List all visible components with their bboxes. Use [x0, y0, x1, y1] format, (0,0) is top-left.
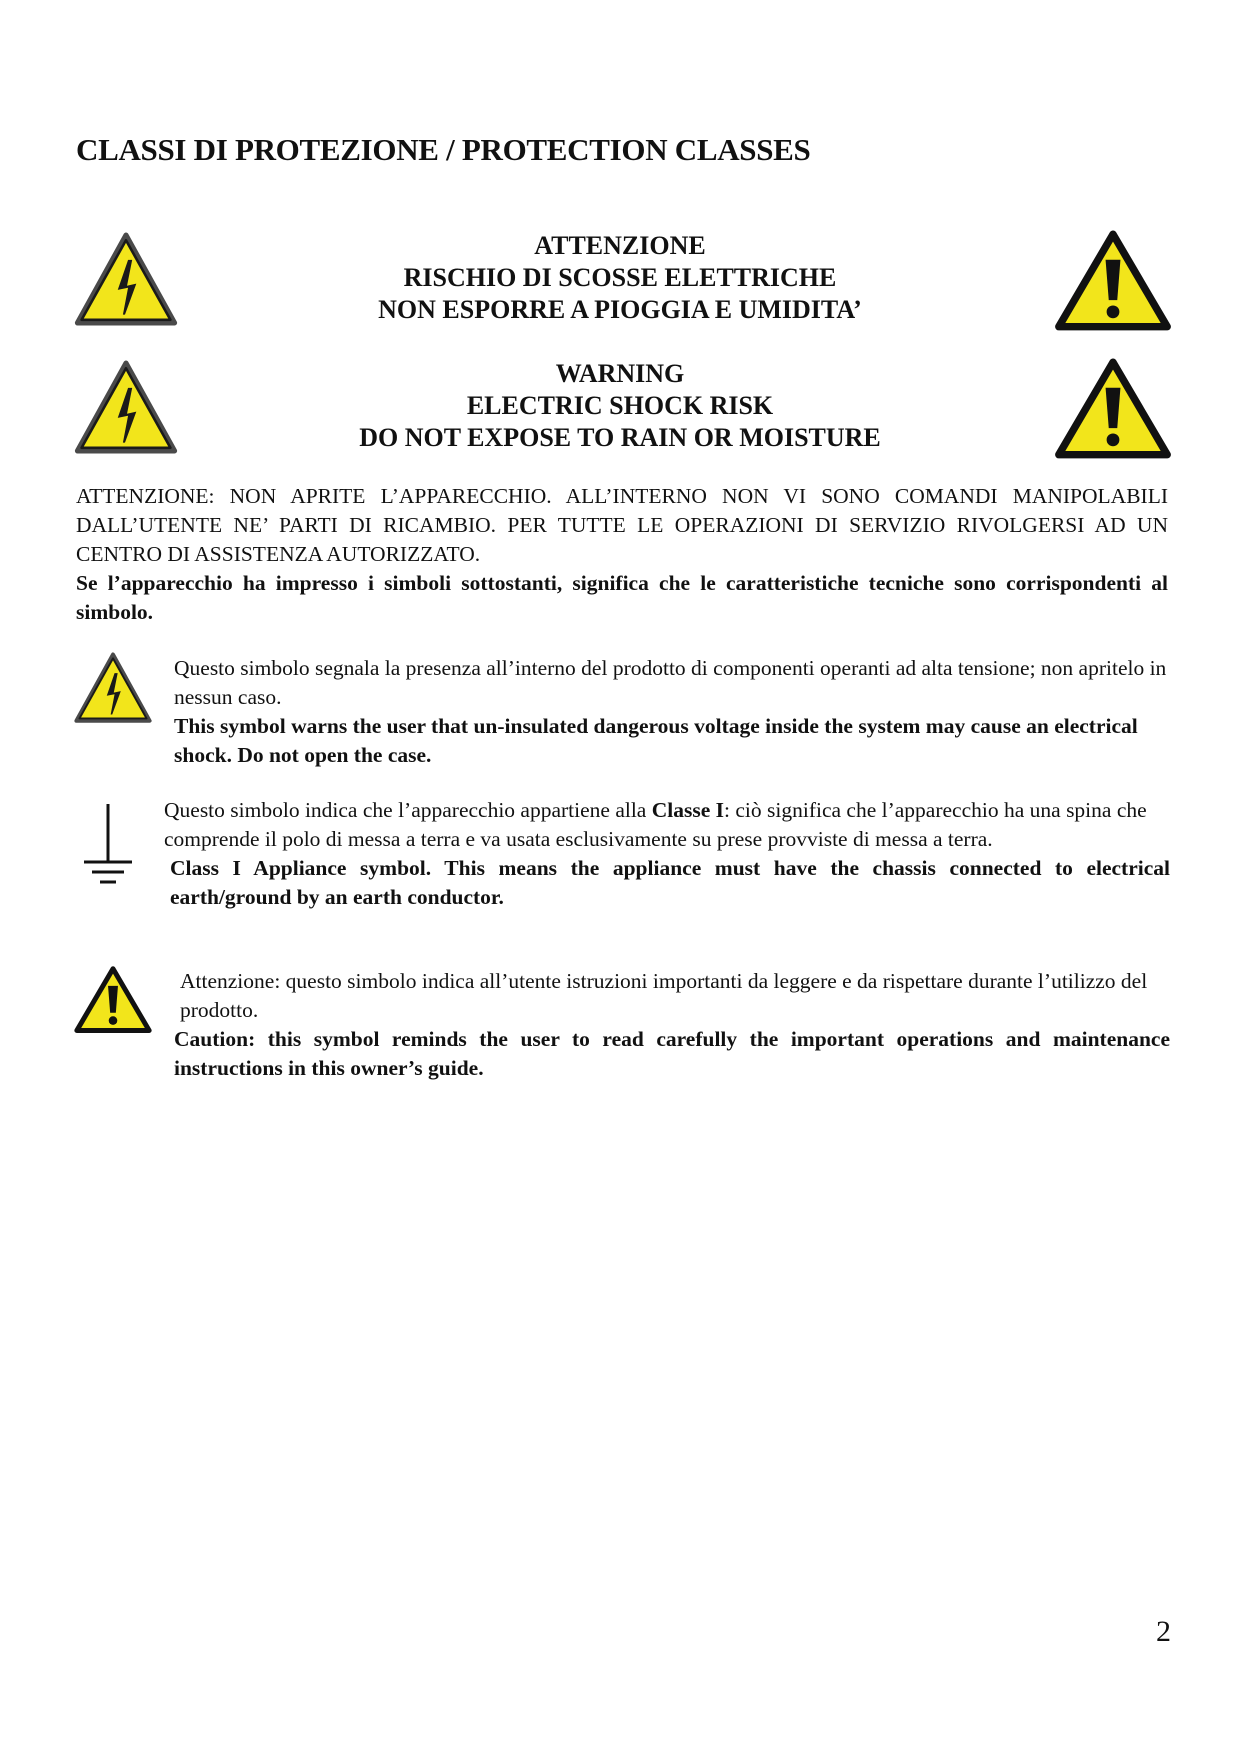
page-title: CLASSI DI PROTEZIONE / PROTECTION CLASSES [76, 132, 811, 167]
warning-heading: WARNING [555, 359, 685, 388]
notice-paragraph [76, 482, 1168, 627]
notice-text-italian: ATTENZIONE: NON APRITE L’APPARECCHIO. ALL’INTERNO NON VI SONO COMANDI MANIPOLABILI DALL’UTENTE NE’ PARTI DI RICAMBIO. PER TUTTE LE OPERAZIONI DI SERVIZIO RIVOLGERSI AD UN CENTRO DI ASSISTENZA AUTORIZZATO. [76, 484, 1168, 566]
warning-line: ELECTRIC SHOCK RISK [466, 391, 774, 420]
exclamation-warning-icon [1054, 358, 1172, 460]
description-english: Class I Appliance symbol. This means the appliance must have the chassis connected to electrical earth/ground by an earth conductor. [170, 856, 1170, 909]
notice-text-bold: Se l’apparecchio ha impresso i simboli sottostanti, significa che le caratteristiche tecniche sono corrispondenti al simbolo. [76, 571, 1168, 624]
exclamation-warning-icon [1054, 230, 1172, 332]
warning-banner-italian [200, 230, 1040, 326]
description-english: Caution: this symbol reminds the user to read carefully the important operations and maintenance instructions in this owner’s guide. [174, 1027, 1170, 1080]
high-voltage-warning-icon [74, 360, 178, 455]
caution-symbol-description [174, 967, 1170, 1083]
earth-ground-icon [78, 800, 138, 890]
warning-heading: ATTENZIONE [534, 231, 706, 260]
description-italian-part: Questo simbolo indica che l’apparecchio appartiene alla [164, 798, 652, 822]
description-italian: Attenzione: questo simbolo indica all’utente istruzioni importanti da leggere e da rispettare durante l’utilizzo del prodotto. [180, 969, 1148, 1022]
warning-line: DO NOT EXPOSE TO RAIN OR MOISTURE [359, 423, 881, 452]
high-voltage-warning-icon [74, 652, 152, 724]
warning-banner-english [200, 358, 1040, 454]
page-number: 2 [1156, 1615, 1171, 1648]
class1-symbol-description [164, 796, 1170, 912]
warning-line: RISCHIO DI SCOSSE ELETTRICHE [403, 263, 837, 292]
description-italian-part: : ciò significa che l’apparecchio ha una spina che comprende il polo di messa a terra e va usata esclusivamente su prese provviste di messa a terra. [164, 798, 1147, 851]
high-voltage-warning-icon [74, 232, 178, 327]
warning-line: NON ESPORRE A PIOGGIA E UMIDITA’ [378, 295, 862, 324]
exclamation-warning-icon [74, 965, 152, 1035]
voltage-symbol-description [174, 654, 1170, 770]
description-english: This symbol warns the user that un-insulated dangerous voltage inside the system may cause an electrical shock. Do not open the case. [174, 714, 1138, 767]
description-italian [164, 796, 1170, 854]
description-italian: Questo simbolo segnala la presenza all’interno del prodotto di componenti operanti ad alta tensione; non apritelo in nessun caso. [174, 656, 1167, 709]
class-name: Classe I [651, 798, 725, 822]
